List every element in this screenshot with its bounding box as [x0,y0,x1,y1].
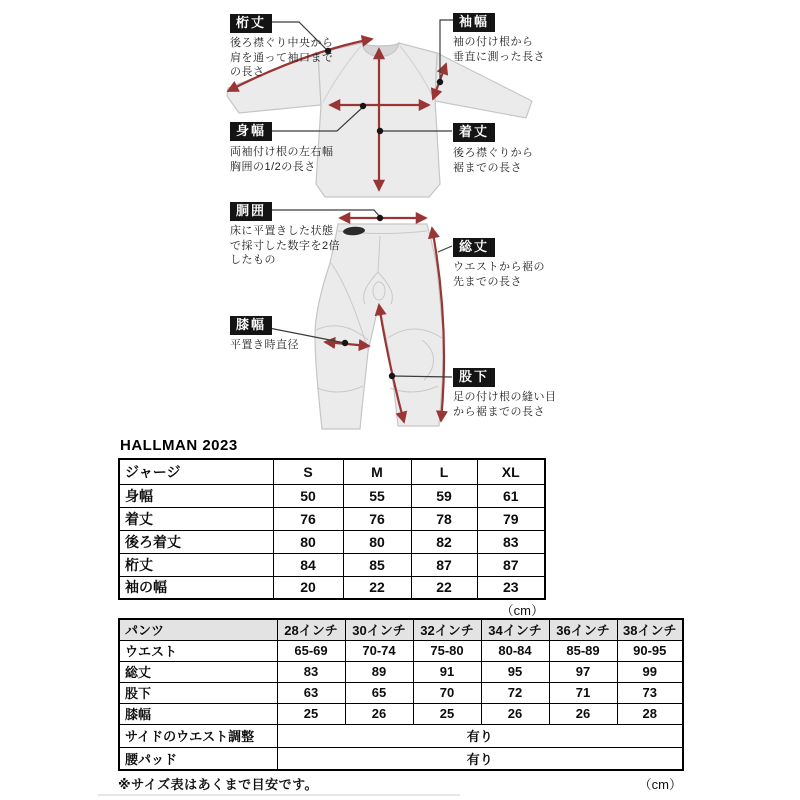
size-cell: 91 [413,661,481,682]
desc-line: 足の付け根の縫い目 [453,391,557,403]
size-cell: 85-89 [549,640,617,661]
size-cell: 26 [345,703,413,724]
size-cell: 70-74 [345,640,413,661]
mihaba-description [230,145,334,174]
size-cell: 83 [477,530,545,553]
desc-line: で採寸した数字を2倍 [230,239,341,252]
pants-table-footer [118,774,682,793]
table-row [119,703,683,724]
size-cell: 63 [277,682,345,703]
size-cell: 22 [411,576,477,599]
row-label: サイドのウエスト調整 [119,724,277,747]
table-row [119,553,545,576]
image-edge-divider [98,794,460,796]
size-cell: 61 [477,484,545,507]
size-cell: 65 [345,682,413,703]
size-cell: 97 [549,661,617,682]
pants-size-table [118,618,684,771]
size-cell: 87 [477,553,545,576]
desc-line: 裾までの長さ [453,161,522,174]
measure-point-dot [377,128,383,134]
kitake-label: 着丈 [453,123,495,142]
size-cell: 79 [477,507,545,530]
measure-point-dot [377,215,383,221]
size-cell: 89 [345,661,413,682]
size-cell: 71 [549,682,617,703]
size-cell: 90-95 [617,640,683,661]
table-row [119,576,545,599]
hizahaba-label: 膝幅 [230,316,272,335]
doui-description [230,224,340,268]
size-cell: 22 [343,576,411,599]
desc-line: 両袖付け根の左右幅 [230,146,334,158]
soutake-connector [438,246,452,252]
size-cell: 99 [617,661,683,682]
column-header: L [411,459,477,484]
size-cell: 87 [411,553,477,576]
pants-unit-label: （cm） [638,777,682,792]
size-cell: 70 [413,682,481,703]
feature-value-cell: 有り [277,747,683,770]
size-cell: 23 [477,576,545,599]
measure-point-dot [360,103,366,109]
row-label: 股下 [119,682,277,703]
row-label: 後ろ着丈 [119,530,273,553]
size-cell: 26 [481,703,549,724]
desc-line: 後ろ襟ぐりから [453,147,534,159]
sodehaba-label: 袖幅 [453,13,495,32]
size-cell: 75-80 [413,640,481,661]
desc-line: 床に平置きした状態 [230,225,334,237]
column-header: 38インチ [617,619,683,640]
size-cell: 20 [273,576,343,599]
size-cell: 73 [617,682,683,703]
row-label: 袖の幅 [119,576,273,599]
table-row [119,507,545,530]
desc-line: 胸囲の1/2の長さ [230,160,316,173]
desc-line: から裾までの長さ [453,405,545,418]
size-cell: 80 [273,530,343,553]
size-cell: 25 [277,703,345,724]
column-header: M [343,459,411,484]
column-header: 36インチ [549,619,617,640]
mihaba-label: 身幅 [230,122,272,141]
table-row [119,682,683,703]
size-cell: 59 [411,484,477,507]
column-header: 28インチ [277,619,345,640]
yukitake-description [230,36,334,80]
size-cell: 82 [411,530,477,553]
soutake-description [453,260,545,289]
table-row [119,640,683,661]
row-label: 腰パッド [119,747,277,770]
page-title: HALLMAN 2023 [120,437,238,454]
measure-point-dot [437,79,443,85]
row-label: 桁丈 [119,553,273,576]
desc-line: 袖の付け根から [453,36,534,48]
column-header: 34インチ [481,619,549,640]
size-cell: 95 [481,661,549,682]
size-disclaimer: ※サイズ表はあくまで目安です。 [118,777,319,792]
size-cell: 76 [273,507,343,530]
size-cell: 72 [481,682,549,703]
jersey-size-table [118,458,546,600]
column-header: ジャージ [119,459,273,484]
desc-line: 後ろ襟ぐり中央から [230,37,334,49]
size-cell: 26 [549,703,617,724]
desc-line: 先までの長さ [453,275,522,288]
desc-line: したもの [230,254,276,266]
desc-line: ウエストから裾の [453,261,545,273]
size-cell: 80 [343,530,411,553]
table-row [119,661,683,682]
measure-point-dot [389,373,395,379]
size-cell: 50 [273,484,343,507]
desc-line: 肩を通って袖口まで [230,51,334,64]
soutake-label: 総丈 [453,238,495,257]
size-cell: 83 [277,661,345,682]
size-cell: 80-84 [481,640,549,661]
table-row [119,724,683,747]
kitake-description [453,146,534,175]
table-header-row [119,459,545,484]
row-label: 着丈 [119,507,273,530]
feature-value-cell: 有り [277,724,683,747]
size-cell: 76 [343,507,411,530]
sodehaba-description [453,35,545,64]
size-cell: 65-69 [277,640,345,661]
desc-line: の長さ [230,66,265,78]
column-header: XL [477,459,545,484]
yukitake-label: 桁丈 [230,14,272,33]
hizahaba-description [230,338,299,353]
size-cell: 25 [413,703,481,724]
size-cell: 85 [343,553,411,576]
table-header-row [119,619,683,640]
row-label: 膝幅 [119,703,277,724]
matashita-label: 股下 [453,368,495,387]
size-cell: 55 [343,484,411,507]
column-header: 30インチ [345,619,413,640]
jersey-unit-label: （cm） [500,603,544,618]
column-header: パンツ [119,619,277,640]
table-row [119,484,545,507]
matashita-description [453,390,557,419]
column-header: S [273,459,343,484]
column-header: 32インチ [413,619,481,640]
size-cell: 78 [411,507,477,530]
desc-line: 平置き時直径 [230,339,299,351]
doui-label: 胴囲 [230,202,272,221]
measure-point-dot [342,340,348,346]
size-cell: 84 [273,553,343,576]
row-label: 総丈 [119,661,277,682]
doui-connector [264,210,380,217]
size-cell: 28 [617,703,683,724]
table-row [119,530,545,553]
desc-line: 垂直に測った長さ [453,50,545,63]
row-label: 身幅 [119,484,273,507]
row-label: ウエスト [119,640,277,661]
table-row [119,747,683,770]
